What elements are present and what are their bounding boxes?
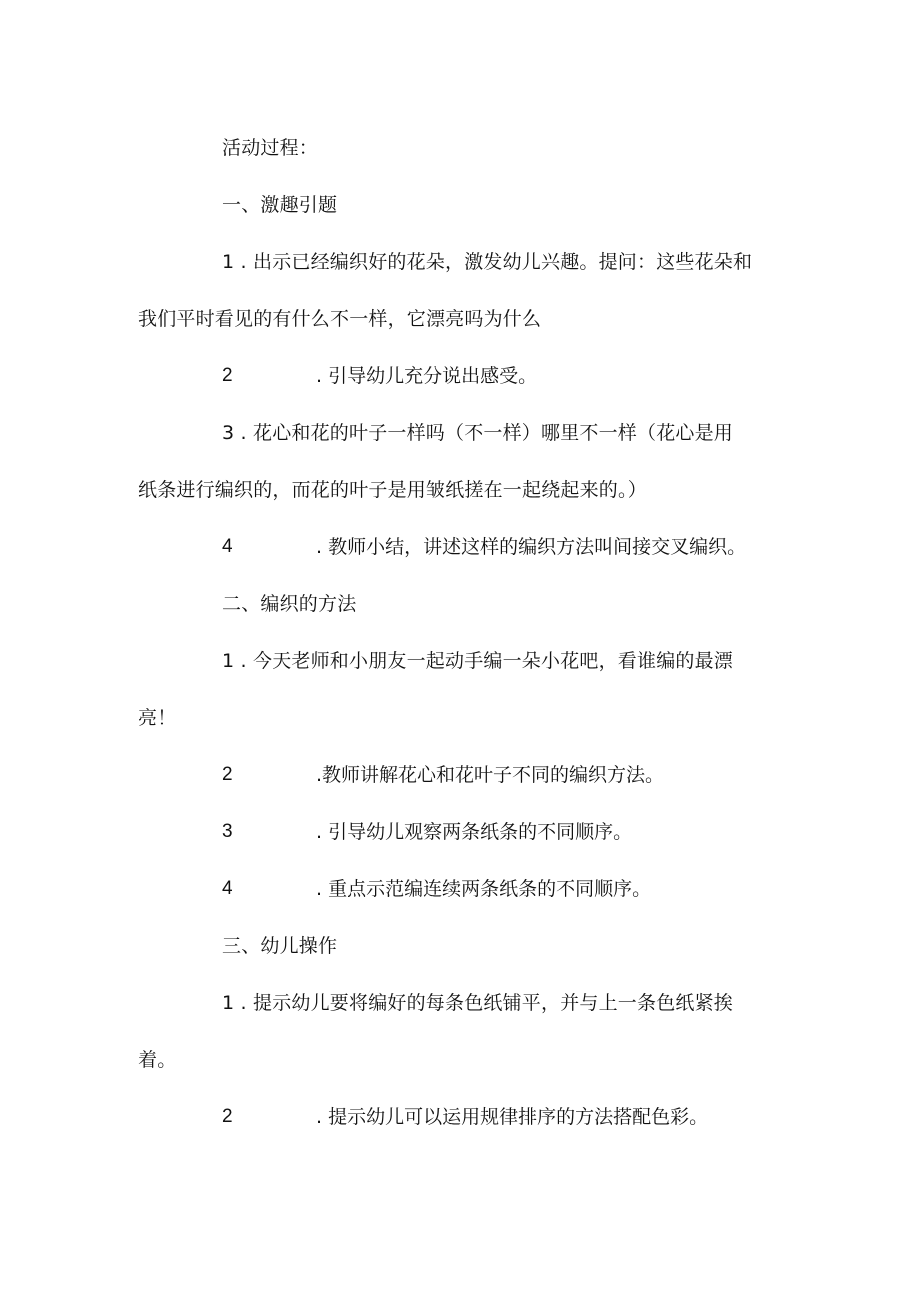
section-title: 二、编织的方法 — [222, 593, 357, 615]
list-item-text: . 引导幼儿观察两条纸条的不同顺序。 — [316, 821, 633, 843]
paragraph-line: 我们平时看见的有什么不一样，它漂亮吗为什么 — [138, 308, 542, 330]
paragraph-line: 1 . 出示已经编织好的花朵，激发幼儿兴趣。提问：这些花朵和 — [222, 251, 753, 273]
document-heading: 活动过程： — [222, 137, 319, 159]
list-item-text: . 重点示范编连续两条纸条的不同顺序。 — [316, 878, 652, 900]
paragraph-line: 1 . 提示幼儿要将编好的每条色纸铺平，并与上一条色纸紧挨 — [222, 992, 734, 1014]
list-number: 2 — [222, 764, 233, 785]
list-number: 2 — [222, 365, 233, 386]
list-item-text: . 引导幼儿充分说出感受。 — [316, 365, 538, 387]
paragraph-line: 1 . 今天老师和小朋友一起动手编一朵小花吧，看谁编的最漂 — [222, 650, 734, 672]
list-number: 3 — [222, 821, 233, 842]
paragraph-line: 亮！ — [138, 707, 177, 729]
section-title: 三、幼儿操作 — [222, 935, 338, 957]
list-item-text: .教师讲解花心和花叶子不同的编织方法。 — [316, 764, 665, 786]
list-number: 2 — [222, 1106, 233, 1127]
paragraph-line: 着。 — [138, 1049, 177, 1071]
section-title: 一、激趣引题 — [222, 194, 338, 216]
list-number: 4 — [222, 878, 233, 899]
list-item-text: . 教师小结，讲述这样的编织方法叫间接交叉编织。 — [316, 536, 747, 558]
list-number: 4 — [222, 536, 233, 557]
paragraph-line: 纸条进行编织的，而花的叶子是用皱纸搓在一起绕起来的。） — [138, 479, 647, 501]
paragraph-line: 3 . 花心和花的叶子一样吗（不一样）哪里不一样（花心是用 — [222, 422, 734, 444]
list-item-text: . 提示幼儿可以运用规律排序的方法搭配色彩。 — [316, 1106, 709, 1128]
